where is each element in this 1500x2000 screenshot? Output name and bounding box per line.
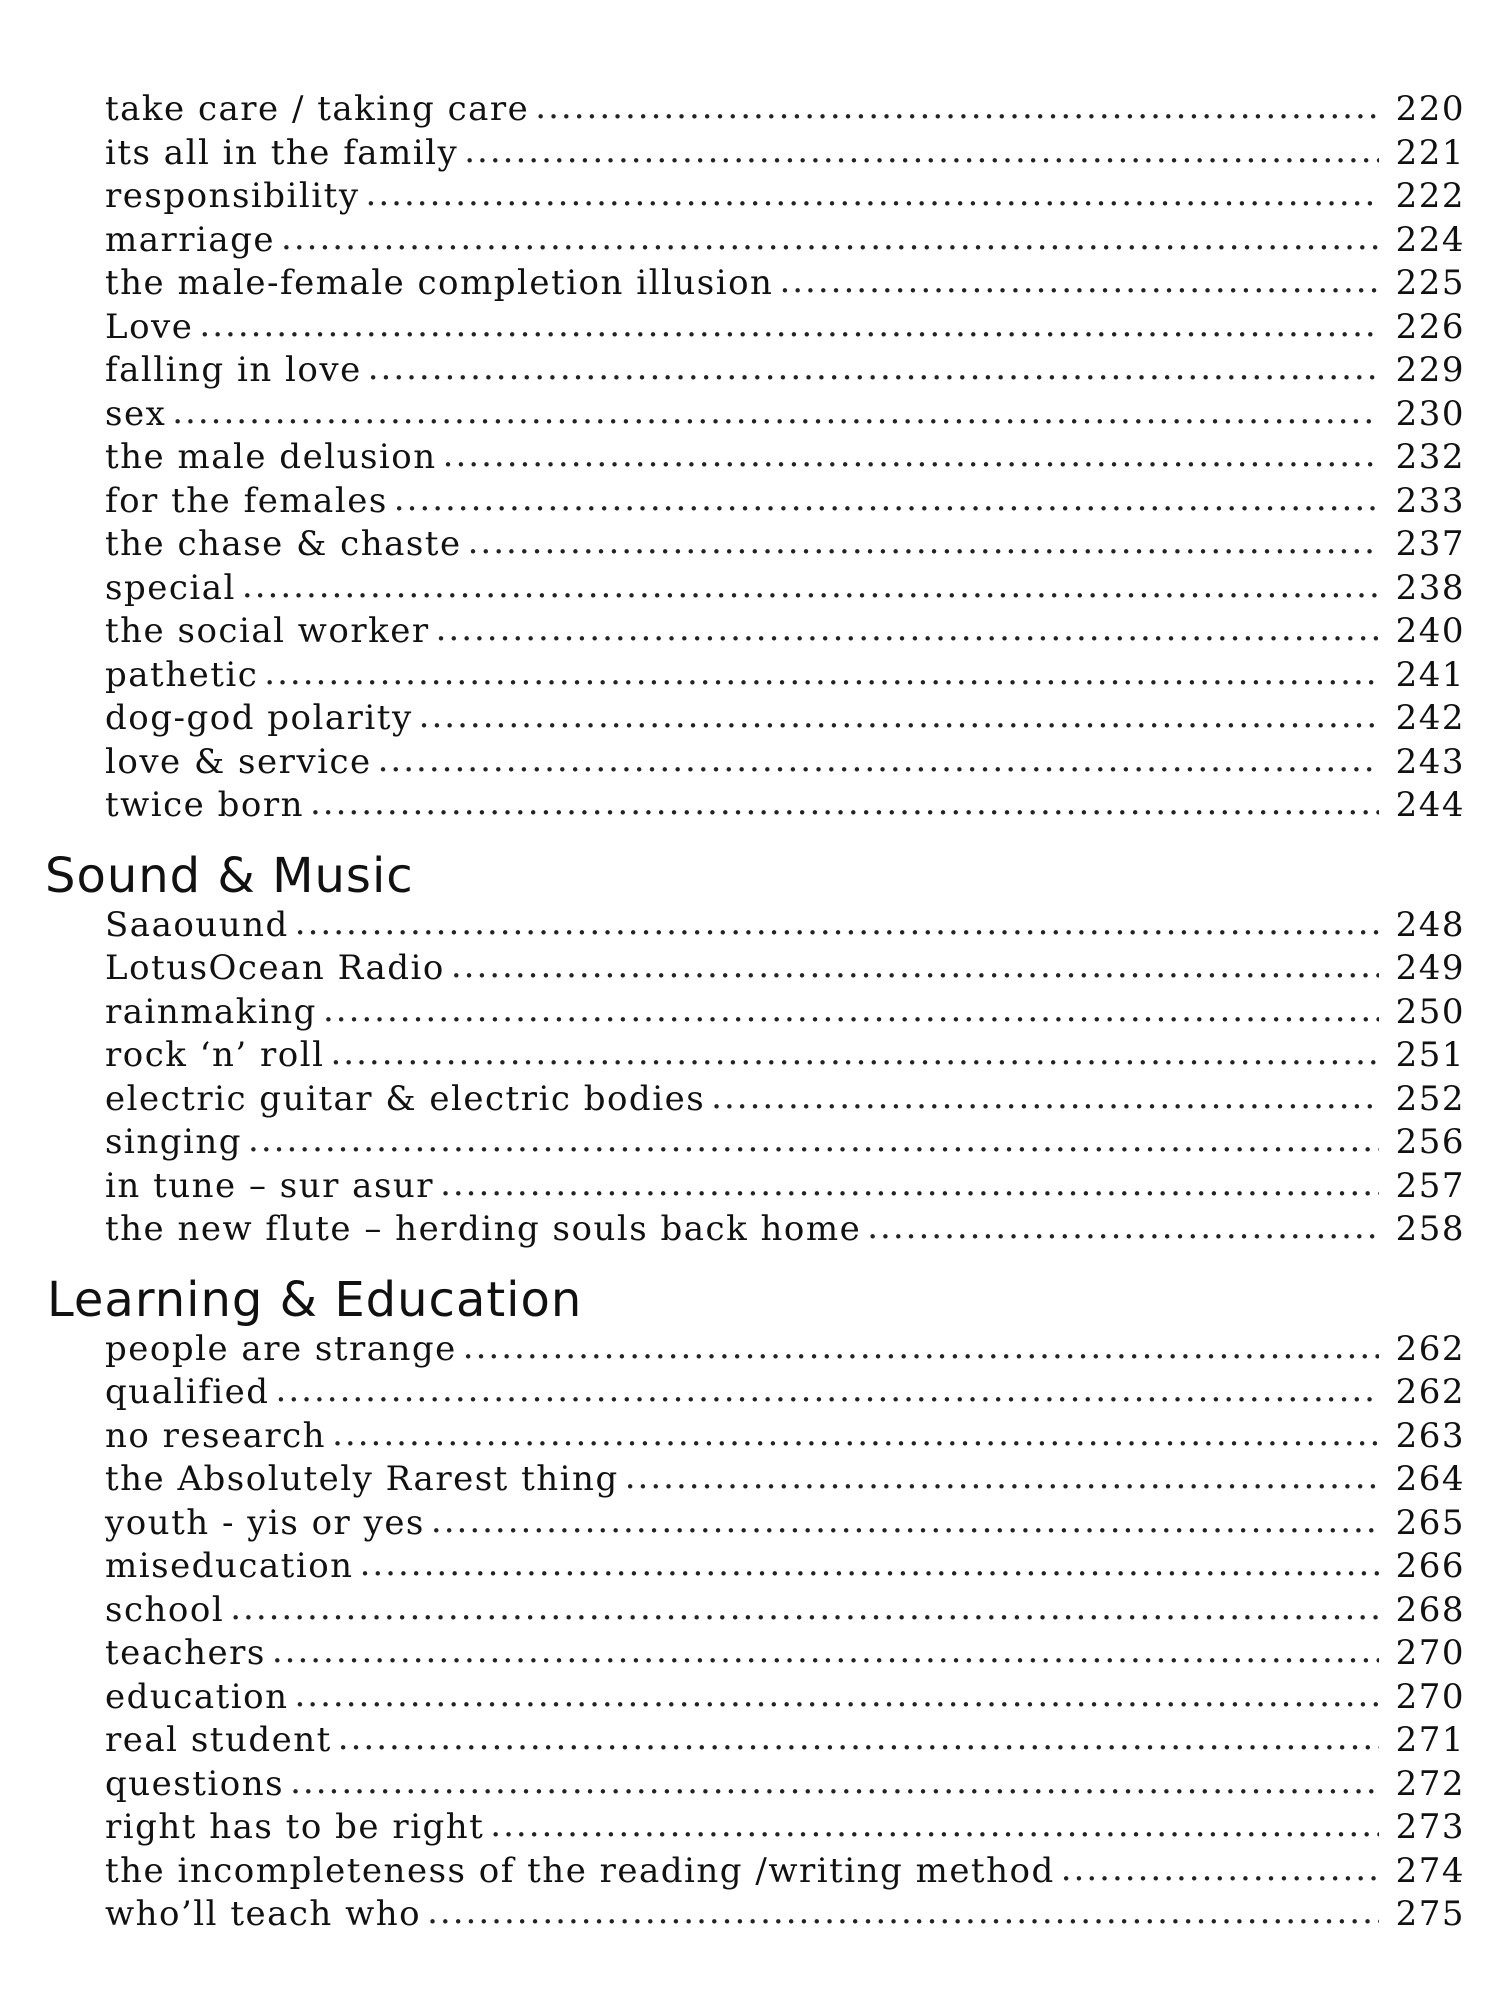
entry-page-number: 251	[1395, 1035, 1465, 1075]
entry-title: Saaouund	[105, 904, 289, 945]
dot-leader	[440, 1163, 1379, 1206]
toc-entry	[105, 219, 1465, 263]
toc-entry	[105, 262, 1465, 306]
toc-entry	[105, 88, 1465, 132]
entry-page-number: 250	[1395, 991, 1465, 1032]
entry-page-number: 270	[1395, 1676, 1465, 1717]
entry-list	[105, 1328, 1465, 1937]
dot-leader	[463, 1326, 1379, 1369]
entry-page-number: 248	[1395, 904, 1465, 945]
toc-entry	[105, 904, 1465, 948]
entry-title: in tune – sur asur	[105, 1165, 435, 1206]
dot-leader	[332, 1413, 1379, 1456]
entry-page-number: 273	[1395, 1807, 1465, 1847]
entry-title: marriage	[105, 219, 276, 260]
entry-title: real student	[105, 1720, 332, 1760]
toc-entry	[105, 1415, 1465, 1459]
dot-leader	[368, 347, 1379, 390]
dot-leader	[272, 1630, 1379, 1673]
entry-title: pathetic	[105, 654, 259, 695]
toc-entry	[105, 1078, 1465, 1122]
entry-title: the social worker	[105, 611, 430, 651]
entry-page-number: 249	[1395, 948, 1465, 988]
entry-title: the incompleteness of the reading /writing method	[105, 1850, 1055, 1891]
dot-leader	[394, 478, 1379, 521]
dot-leader	[378, 739, 1379, 782]
entry-page-number: 258	[1395, 1209, 1465, 1249]
entry-page-number: 265	[1395, 1502, 1465, 1543]
entry-title: Love	[105, 306, 194, 347]
toc-entry	[105, 1719, 1465, 1763]
entry-page-number: 241	[1395, 654, 1465, 695]
entry-page-number: 274	[1395, 1850, 1465, 1891]
entry-title: take care / taking care	[105, 89, 530, 129]
dot-leader	[419, 695, 1379, 738]
toc-entry	[105, 306, 1465, 350]
dot-leader	[295, 1674, 1380, 1717]
entry-page-number: 266	[1395, 1546, 1465, 1586]
entry-title: special	[105, 567, 236, 608]
entry-title: love & service	[105, 741, 372, 782]
dot-leader	[535, 86, 1379, 129]
entry-title: falling in love	[105, 350, 362, 390]
dot-leader	[290, 1761, 1379, 1804]
entry-title: electric guitar & electric bodies	[105, 1078, 706, 1119]
dot-leader	[625, 1456, 1379, 1499]
toc-entry	[105, 784, 1465, 828]
dot-leader	[468, 521, 1379, 564]
toc-entry	[105, 349, 1465, 393]
toc-entry	[105, 436, 1465, 480]
dot-leader	[281, 217, 1379, 260]
toc-entry	[105, 654, 1465, 698]
entry-title: the new flute – herding souls back home	[105, 1209, 862, 1249]
entry-page-number: 257	[1395, 1165, 1465, 1206]
toc-entry	[105, 947, 1465, 991]
entry-page-number: 238	[1395, 567, 1465, 608]
dot-leader	[711, 1076, 1379, 1119]
entry-title: the male delusion	[105, 437, 437, 477]
dot-leader	[323, 989, 1379, 1032]
entry-title: its all in the family	[105, 132, 459, 173]
entry-title: rainmaking	[105, 991, 317, 1032]
entry-title: the male-female completion illusion	[105, 263, 774, 303]
entry-title: qualified	[105, 1372, 270, 1412]
entry-title: the Absolutely Rarest thing	[105, 1459, 619, 1499]
toc-entry	[105, 1676, 1465, 1720]
entry-page-number: 230	[1395, 393, 1465, 434]
toc-entry	[105, 1545, 1465, 1589]
entry-page-number: 242	[1395, 698, 1465, 738]
entry-page-number: 244	[1395, 785, 1465, 825]
entry-page-number: 262	[1395, 1328, 1465, 1369]
entry-page-number: 224	[1395, 219, 1465, 260]
entry-title: LotusOcean Radio	[105, 948, 445, 988]
toc-entry	[105, 1850, 1465, 1894]
toc-entry	[105, 610, 1465, 654]
dot-leader	[431, 1500, 1379, 1543]
toc-entry	[105, 1632, 1465, 1676]
entry-page-number: 262	[1395, 1372, 1465, 1412]
table-of-contents	[45, 88, 1465, 1937]
entry-title: miseducation	[105, 1546, 354, 1586]
dot-leader	[230, 1587, 1379, 1630]
entry-title: youth - yis or yes	[105, 1502, 425, 1543]
entry-title: who’ll teach who	[105, 1894, 422, 1934]
entry-title: rock ‘n’ roll	[105, 1035, 325, 1075]
toc-entry	[105, 1121, 1465, 1165]
toc-entry	[105, 132, 1465, 176]
toc-entry	[105, 1208, 1465, 1252]
entry-page-number: 263	[1395, 1415, 1465, 1456]
dot-leader	[330, 1032, 1379, 1075]
toc-entry	[105, 480, 1465, 524]
dot-leader	[490, 1804, 1379, 1847]
section-heading: Learning & Education	[47, 1271, 583, 1328]
entry-page-number: 240	[1395, 611, 1465, 651]
entry-title: school	[105, 1589, 225, 1630]
dot-leader	[427, 1891, 1379, 1934]
dot-leader	[867, 1206, 1379, 1249]
toc-entry	[105, 1893, 1465, 1937]
dot-leader	[464, 130, 1379, 173]
entry-title: for the females	[105, 480, 388, 521]
toc-section-relationships	[105, 88, 1465, 828]
entry-page-number: 270	[1395, 1633, 1465, 1673]
entry-title: twice born	[105, 785, 304, 825]
dot-leader	[242, 565, 1379, 608]
toc-section-learning-education	[47, 1271, 1465, 1937]
entry-page-number: 221	[1395, 132, 1465, 173]
toc-entry	[105, 1763, 1465, 1807]
entry-page-number: 243	[1395, 741, 1465, 782]
toc-entry	[105, 567, 1465, 611]
entry-title: people are strange	[105, 1328, 457, 1369]
entry-page-number: 220	[1395, 89, 1465, 129]
entry-title: teachers	[105, 1633, 266, 1673]
entry-page-number: 225	[1395, 263, 1465, 303]
dot-leader	[436, 608, 1379, 651]
dot-leader	[276, 1369, 1379, 1412]
toc-entry	[105, 1328, 1465, 1372]
entry-title: right has to be right	[105, 1807, 485, 1847]
dot-leader	[451, 945, 1379, 988]
dot-leader	[248, 1119, 1379, 1162]
entry-list	[105, 904, 1465, 1252]
dot-leader	[360, 1543, 1379, 1586]
dot-leader	[310, 782, 1379, 825]
entry-page-number: 268	[1395, 1589, 1465, 1630]
toc-entry	[105, 1502, 1465, 1546]
entry-page-number: 229	[1395, 350, 1465, 390]
dot-leader	[338, 1717, 1379, 1760]
dot-leader	[264, 652, 1379, 695]
toc-entry	[105, 393, 1465, 437]
dot-leader	[295, 902, 1379, 945]
entry-title: sex	[105, 393, 167, 434]
entry-page-number: 233	[1395, 480, 1465, 521]
entry-title: dog-god polarity	[105, 698, 413, 738]
dot-leader	[199, 304, 1379, 347]
entry-page-number: 272	[1395, 1763, 1465, 1804]
toc-entry	[105, 1458, 1465, 1502]
dot-leader	[366, 173, 1379, 216]
toc-entry	[105, 1371, 1465, 1415]
entry-page-number: 237	[1395, 524, 1465, 564]
entry-page-number: 264	[1395, 1459, 1465, 1499]
toc-entry	[105, 1165, 1465, 1209]
toc-entry	[105, 741, 1465, 785]
toc-entry	[105, 991, 1465, 1035]
entry-page-number: 252	[1395, 1078, 1465, 1119]
entry-title: questions	[105, 1763, 285, 1804]
entry-title: responsibility	[105, 176, 360, 216]
toc-entry	[105, 175, 1465, 219]
dot-leader	[172, 391, 1379, 434]
entry-page-number: 232	[1395, 437, 1465, 477]
toc-entry	[105, 1806, 1465, 1850]
entry-page-number: 256	[1395, 1122, 1465, 1162]
entry-title: the chase & chaste	[105, 524, 462, 564]
toc-entry	[105, 697, 1465, 741]
dot-leader	[1061, 1848, 1379, 1891]
entry-title: singing	[105, 1122, 243, 1162]
entry-page-number: 222	[1395, 176, 1465, 216]
entry-page-number: 226	[1395, 306, 1465, 347]
entry-page-number: 271	[1395, 1720, 1465, 1760]
entry-page-number: 275	[1395, 1894, 1465, 1934]
toc-entry	[105, 1589, 1465, 1633]
entry-title: no research	[105, 1415, 327, 1456]
toc-section-sound-music	[45, 847, 1465, 1252]
entry-list	[105, 88, 1465, 828]
dot-leader	[443, 434, 1379, 477]
entry-title: education	[105, 1676, 289, 1717]
section-heading: Sound & Music	[45, 847, 414, 904]
toc-entry	[105, 1034, 1465, 1078]
toc-entry	[105, 523, 1465, 567]
dot-leader	[779, 260, 1379, 303]
